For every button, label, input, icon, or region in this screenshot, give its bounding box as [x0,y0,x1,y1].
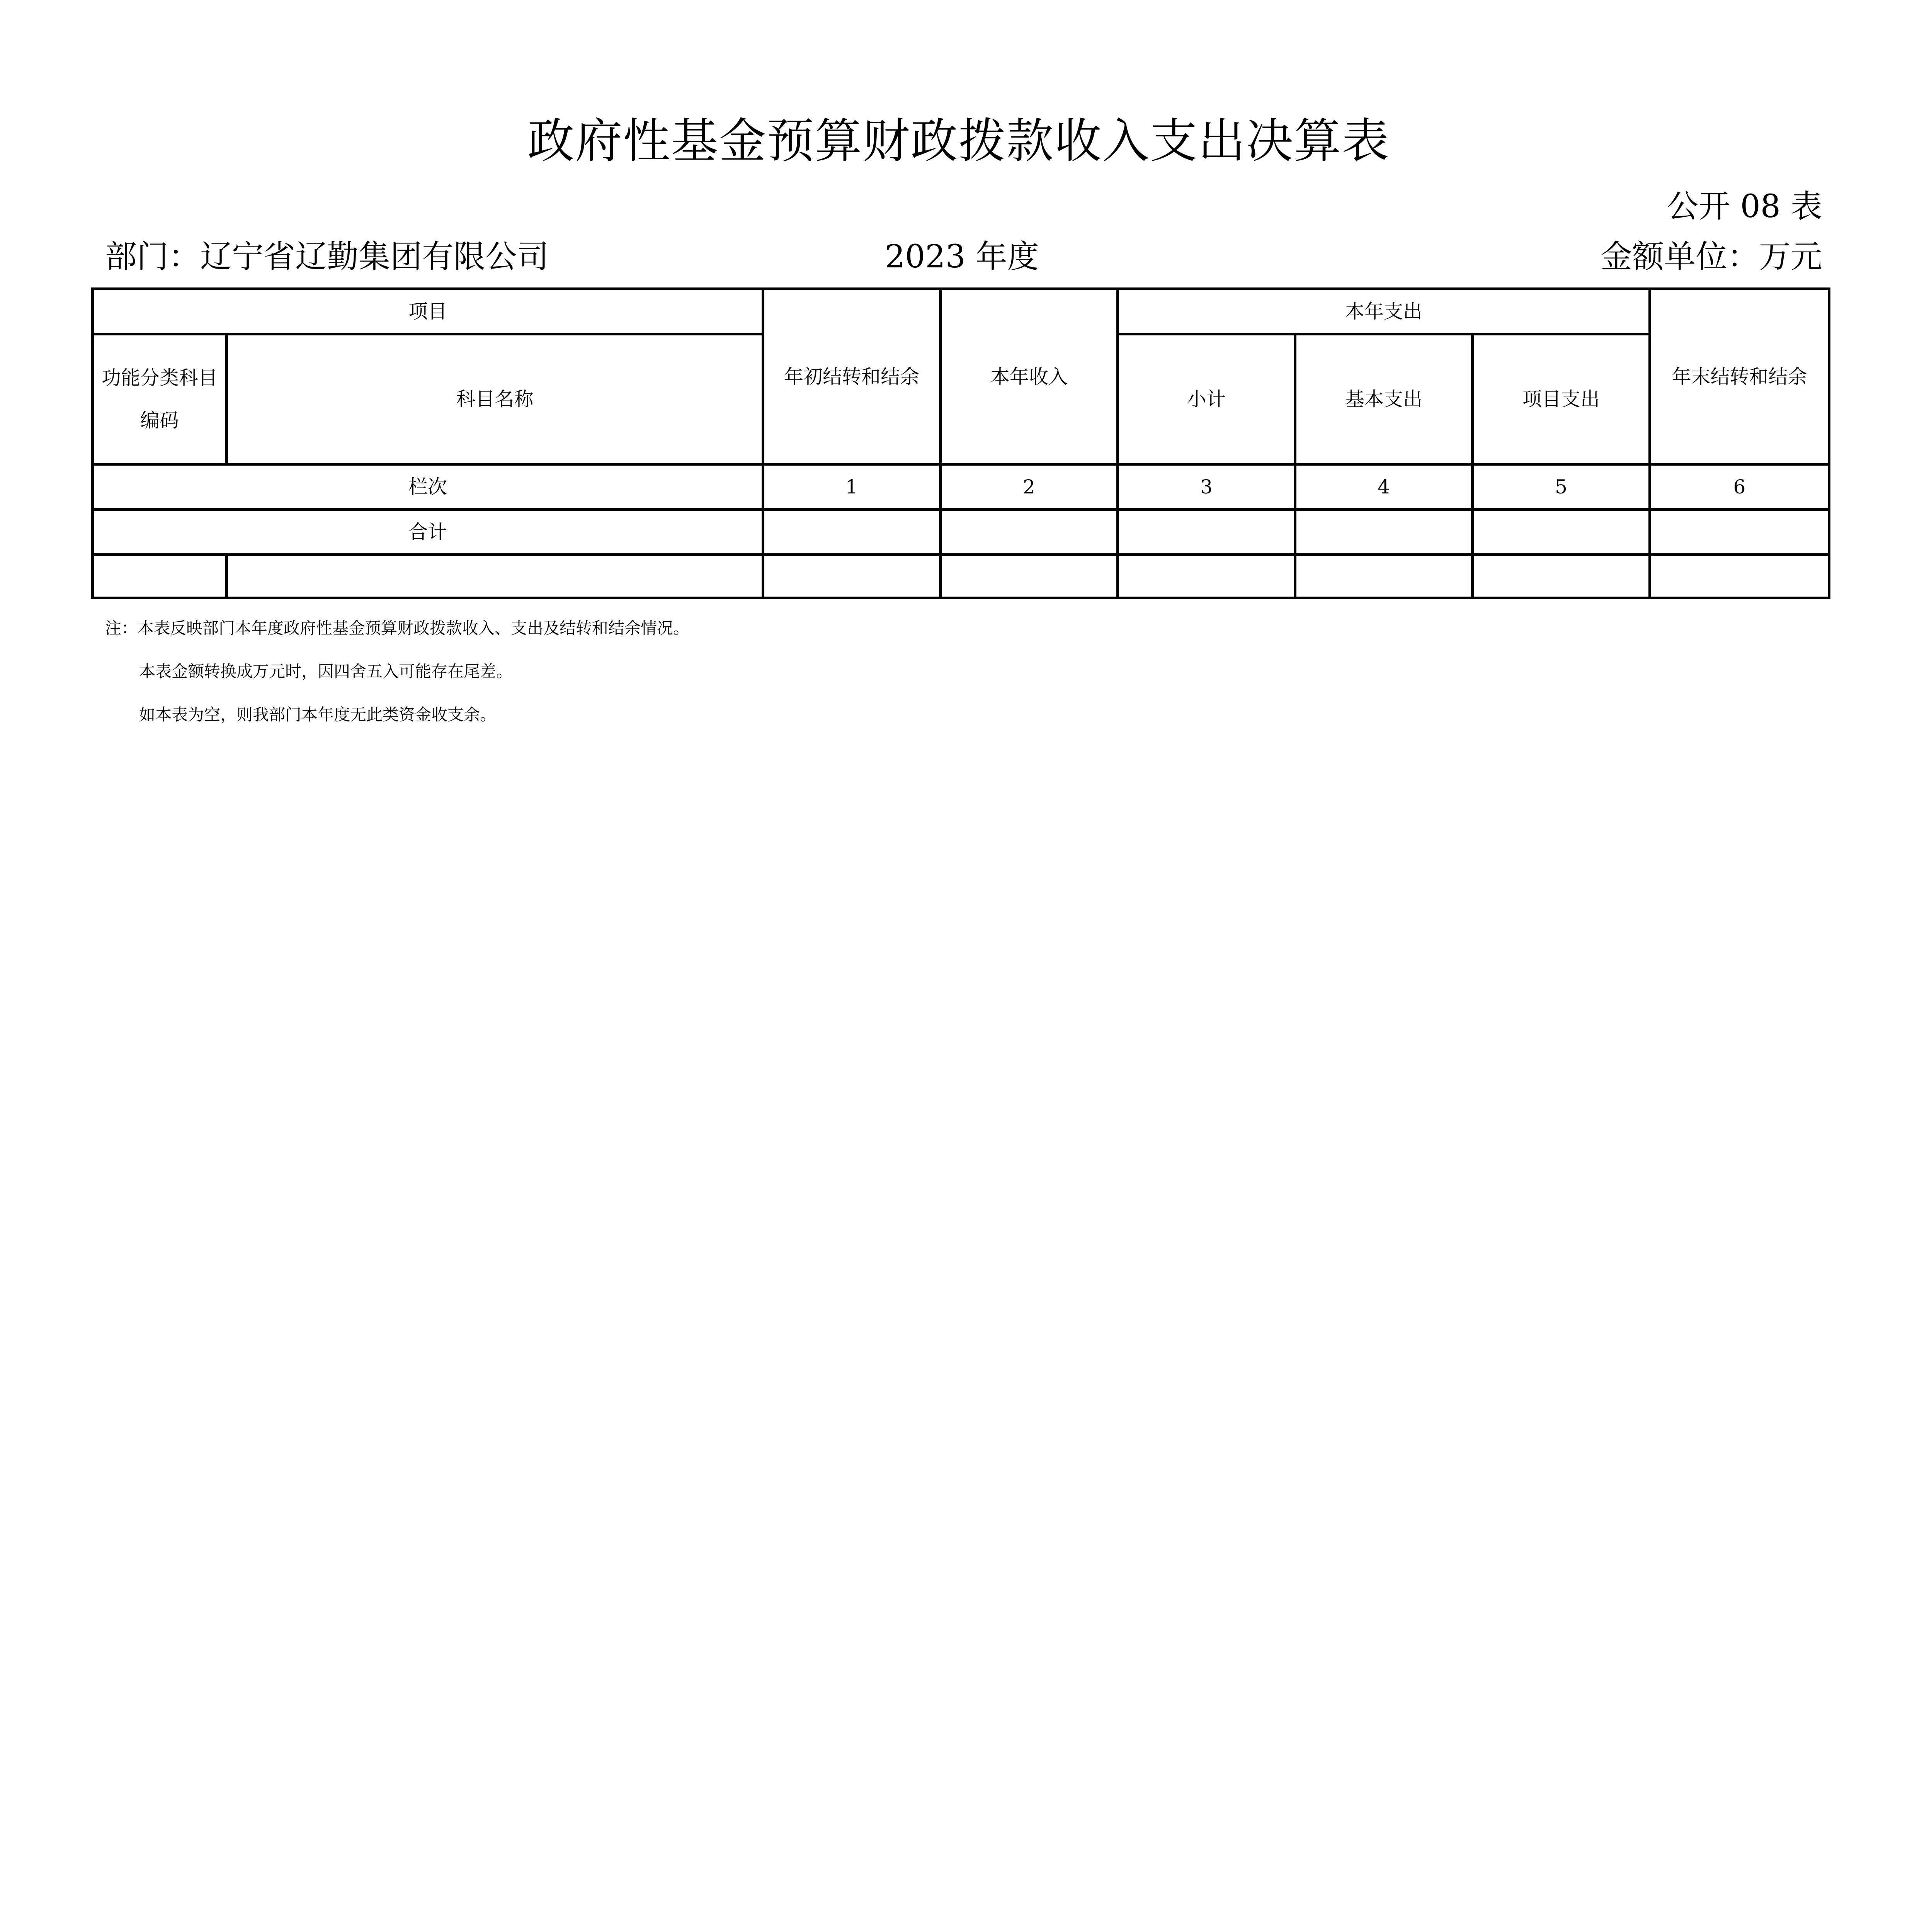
column-number: 2 [941,464,1118,510]
header-basic: 基本支出 [1295,334,1473,464]
notes [105,607,689,736]
header-closing-balance: 年末结转和结余 [1650,289,1829,464]
total-cell [941,510,1118,555]
row-code-cell [93,555,227,598]
note-line: 注：本表反映部门本年度政府性基金预算财政拨款收入、支出及结转和结余情况。 [105,619,690,638]
column-number: 6 [1650,464,1829,510]
header-func-code [93,334,227,464]
department-label: 部门：辽宁省辽勤集团有限公司 [105,238,549,275]
header-opening-balance: 年初结转和结余 [763,289,941,464]
form-number: 公开 08 表 [1667,188,1822,225]
header-project: 项目 [93,289,763,334]
row-name-cell [227,555,763,598]
header-income: 本年收入 [941,289,1118,464]
column-number: 4 [1295,464,1473,510]
total-row [93,510,1829,555]
total-cell [1295,510,1473,555]
header-expenditure: 本年支出 [1118,289,1650,334]
row-value-cell [1295,555,1473,598]
total-cell [1118,510,1295,555]
total-cell [763,510,941,555]
fiscal-year: 2023 年度 [885,238,1039,275]
total-label: 合计 [93,510,763,555]
amount-unit: 金额单位：万元 [1600,238,1822,275]
column-number-label: 栏次 [93,464,763,510]
row-value-cell [1650,555,1829,598]
row-value-cell [763,555,941,598]
note-line: 本表金额转换成万元时，因四舍五入可能存在尾差。 [139,662,513,681]
table-row [93,555,1829,598]
row-value-cell [941,555,1118,598]
header-subtotal: 小计 [1118,334,1295,464]
column-number: 1 [763,464,941,510]
total-cell [1650,510,1829,555]
note-line: 如本表为空，则我部门本年度无此类资金收支余。 [139,705,497,724]
column-number: 5 [1473,464,1650,510]
total-cell [1473,510,1650,555]
header-subject-name: 科目名称 [227,334,763,464]
header-project-exp: 项目支出 [1473,334,1650,464]
column-number: 3 [1118,464,1295,510]
column-number-row [93,464,1829,510]
row-value-cell [1118,555,1295,598]
header-func-code-text: 功能分类科目编码 [102,367,218,432]
budget-table [91,287,1830,599]
report-title: 政府性基金预算财政拨款收入支出决算表 [527,114,1390,168]
row-value-cell [1473,555,1650,598]
